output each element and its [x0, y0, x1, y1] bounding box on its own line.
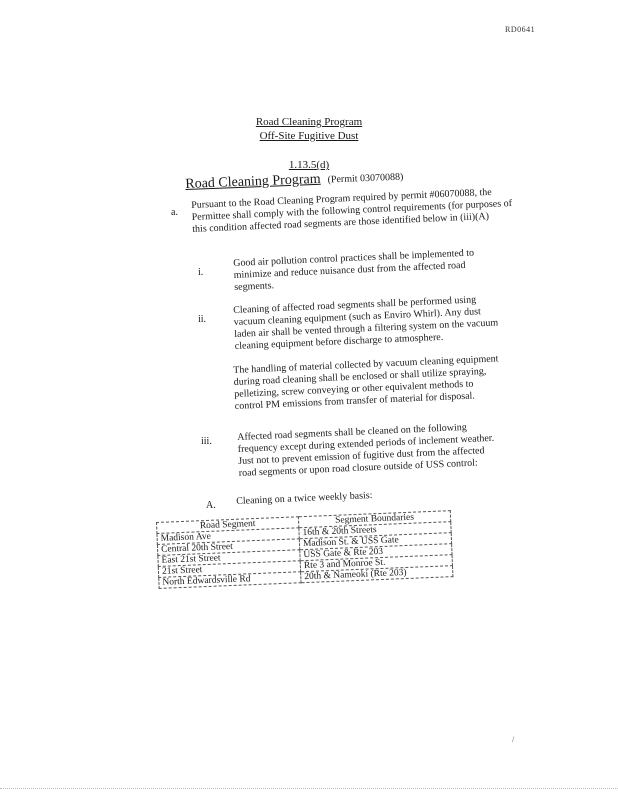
road-segment-table	[156, 510, 453, 589]
para-i-marker: i.	[198, 267, 204, 278]
para-a-text: Pursuant to the Road Cleaning Program required by permit #06070088, the Permittee shall comply with the following control requirements (for purposes of this condition affected road segments are those identified below in (iii)(A)	[191, 186, 513, 235]
para-a-marker: a.	[171, 207, 178, 218]
header-title: Road Cleaning Program	[255, 116, 363, 128]
table-cell: Rte 3 and Monroe St.	[300, 555, 452, 572]
table-cell: 20th & Nameoki (Rte 203)	[301, 566, 453, 583]
para-A-marker: A.	[206, 500, 216, 511]
table-cell: 16th & 20th Streets	[299, 522, 451, 539]
para-ii-text: Cleaning of affected road segments shall be performed using vacuum cleaning equipment (such as Enviro Whirl). Any dust laden air shall be vented through a filtering system on the vacuum cleaning equipment before discharge to atmosphere.	[233, 294, 499, 352]
table-cell: Madison Ave	[157, 528, 299, 545]
para-i-text: Good air pollution control practices shall be implemented to minimize and reduce nuisance dust from the affected road segments.	[233, 247, 475, 293]
para-ii-marker: ii.	[198, 314, 207, 325]
corner-mark: /	[512, 735, 515, 744]
para-A-text: Cleaning on a twice weekly basis:	[236, 490, 373, 507]
page-id: RD0641	[505, 25, 536, 34]
scan-edge-divider	[0, 788, 618, 789]
section-heading-text: Road Cleaning Program	[185, 171, 321, 192]
table-cell: USS Gate & Rte 203	[300, 544, 452, 561]
table-cell: Madison St. & USS Gate	[299, 533, 451, 550]
table-cell: North Edwardsville Rd	[159, 572, 301, 589]
header-subtitle: Off-Site Fugitive Dust	[259, 130, 359, 142]
table-header: Segment Boundaries	[298, 511, 450, 528]
table-cell: 21st Street	[158, 561, 300, 578]
para-ii-text-continued: The handling of material collected by vacuum cleaning equipment during road cleaning shall be enclosed or shall utilize spraying, pelletizing, screw conveying or other equivalent methods to control PM emissions from transfer of material for disposal.	[233, 353, 499, 412]
para-iii-text: Affected road segments shall be cleaned on the following frequency except during extended periods of inclement weather. Just not to prevent emission of fugitive dust from the affected road segments or upon road closure outside of USS control:	[237, 421, 495, 479]
table-header: Road Segment	[157, 517, 299, 534]
para-iii-marker: iii.	[201, 436, 212, 447]
table-cell: Central 20th Street	[157, 539, 299, 556]
table-cell: East 21st Street	[158, 550, 300, 567]
header-subtitle-block	[0, 126, 618, 144]
section-number: 1.13.5(d)	[288, 159, 330, 171]
permit-reference: (Permit 03070088)	[327, 171, 404, 186]
